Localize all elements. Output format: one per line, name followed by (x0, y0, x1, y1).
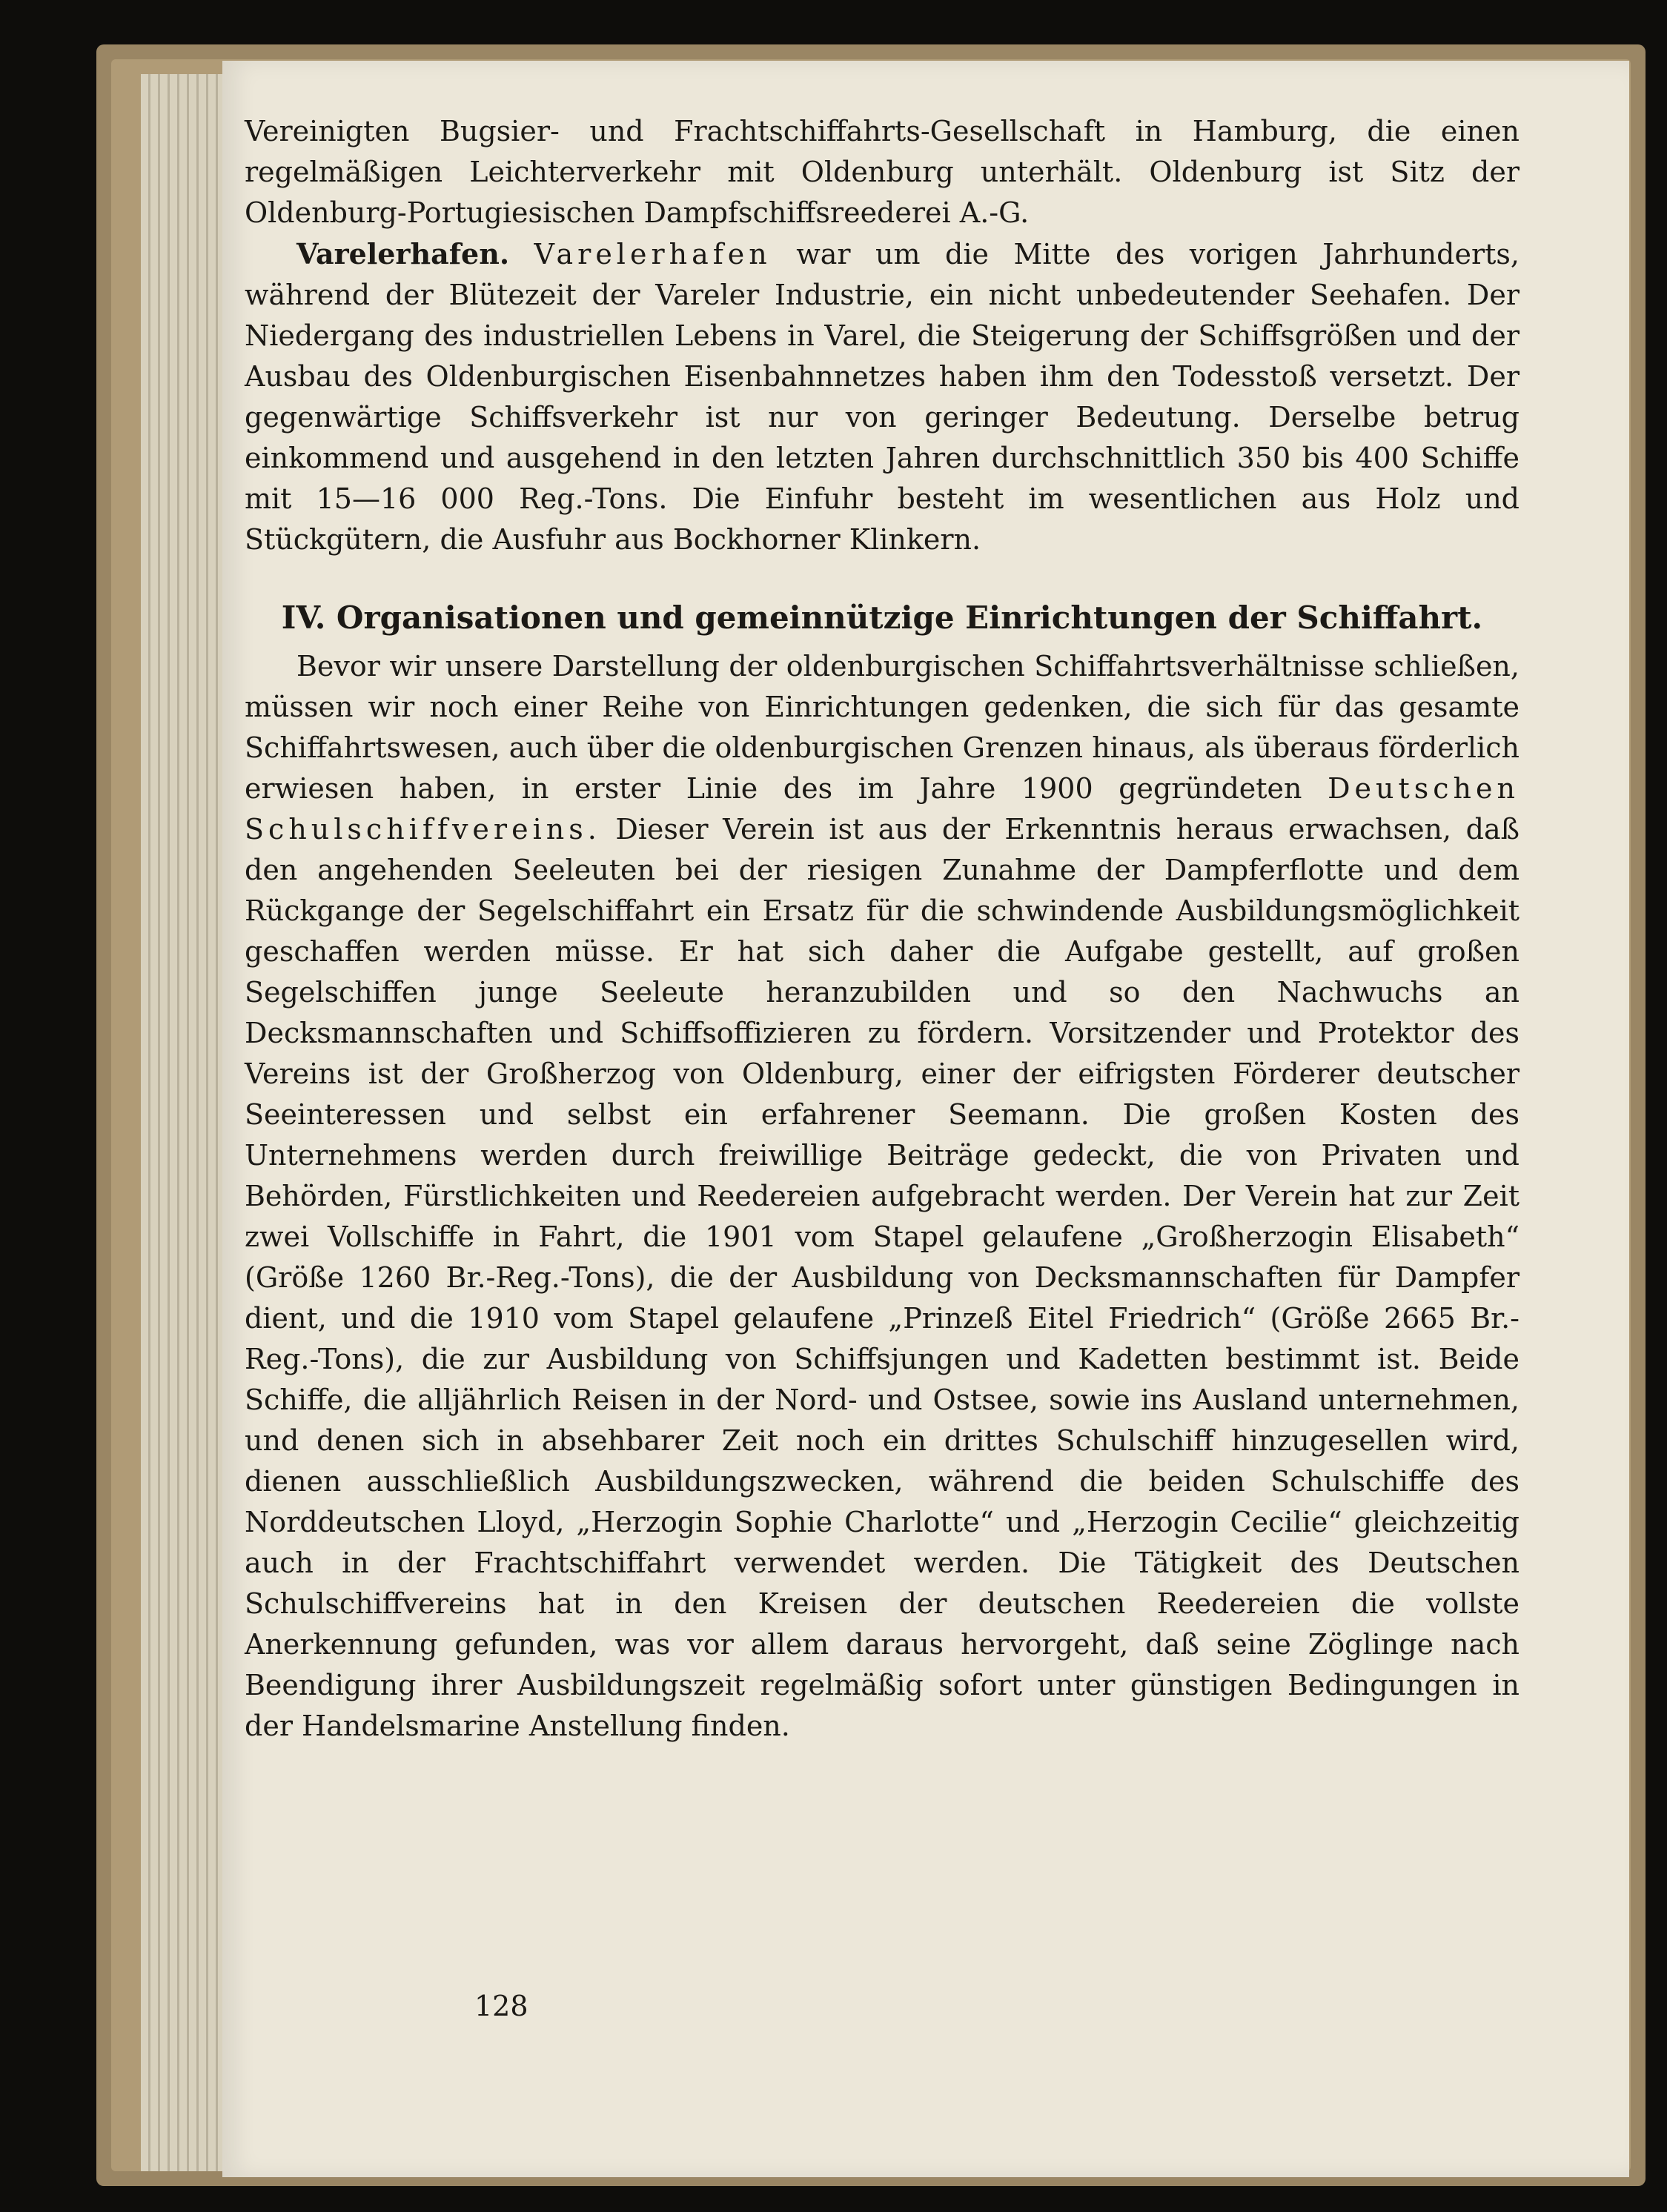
page-number: 128 (474, 1990, 528, 2022)
paragraph-continuation (245, 111, 1519, 233)
paragraph-2-text: war um die Mitte des vorigen Jahrhunderts, während der Blütezeit der Vareler Industrie, ein nicht unbedeutender Seehafen. Der Niedergang des industriellen Lebens in Varel, die Steigerung der Schiffsgrößen und der Ausbau des Oldenburgischen Eisenbahnnetzes haben ihm den Todesstoß versetzt. Der gegenwärtige Schiffsverkehr ist nur von geringer Bedeutung. Derselbe betrug einkommend und ausgehend in den letzten Jahren durchschnittlich 350 bis 400 Schiffe mit 15—16 000 Reg.-Tons. Die Einfuhr besteht im wesentlichen aus Holz und Stückgütern, die Ausfuhr aus Bockhorner Klinkern. (245, 238, 1519, 556)
paragraph-1-text: Vereinigten Bugsier- und Frachtschiffahrts-Gesellschaft in Hamburg, die einen regelmäßigen Leichterverkehr mit Oldenburg unterhält. Oldenburg ist Sitz der Oldenburg-Portugiesischen Dampfschiffsreederei A.-G. (245, 115, 1519, 229)
paragraph-varelerhafen (245, 233, 1519, 560)
paragraph-3-text-b: Dieser Verein ist aus der Erkenntnis heraus erwachsen, daß den angehenden Seeleuten bei der riesigen Zunahme der Dampferflotte und dem Rückgange der Segelschiffahrt ein Ersatz für die schwindende Ausbildungsmöglichkeit geschaffen werden müsse. Er hat sich daher die Aufgabe gestellt, auf großen Segelschiffen junge Seeleute heranzubilden und so den Nachwuchs an Decksmannschaften und Schiffsoffizieren zu fördern. Vorsitzender und Protektor des Vereins ist der Großherzog von Oldenburg, einer der eifrigsten Förderer deutscher Seeinteressen und selbst ein erfahrener Seemann. Die großen Kosten des Unternehmens werden durch freiwillige Beiträge gedeckt, die von Privaten und Behörden, Fürstlichkeiten und Reedereien aufgebracht werden. Der Verein hat zur Zeit zwei Vollschiffe in Fahrt, die 1901 vom Stapel gelaufene „Großherzogin Elisabeth“ (Größe 1260 Br.-Reg.-Tons), die der Ausbildung von Decksmannschaften für Dampfer dient, und die 1910 vom Stapel gelaufene „Prinzeß Eitel Friedrich“ (Größe 2665 Br.-Reg.-Tons), die zur Ausbildung von Schiffsjungen und Kadetten bestimmt ist. Beide Schiffe, die alljährlich Reisen in der Nord- und Ostsee, sowie ins Ausland unternehmen, und denen sich in absehbarer Zeit noch ein drittes Schulschiff hinzugesellen wird, dienen ausschließlich Ausbildungszwecken, während die beiden Schulschiffe des Norddeutschen Lloyd, „Herzogin Sophie Charlotte“ und „Herzogin Cecilie“ gleichzeitig auch in der Frachtschiffahrt verwendet werden. Die Tätigkeit des Deutschen Schulschiffvereins hat in den Kreisen der deutschen Reedereien die vollste Anerkennung gefunden, was vor allem daraus hervorgeht, daß seine Zöglinge nach Beendigung ihrer Ausbildungszeit regelmäßig sofort unter günstigen Bedingungen in der Handelsmarine Anstellung finden. (245, 813, 1519, 1742)
spaced-term: Varelerhafen (534, 238, 772, 270)
spaced-organization: Deutschen Schulschiffvereins. (245, 772, 1519, 846)
page-text (245, 111, 1519, 1747)
runin-heading: Varelerhafen. (296, 237, 510, 270)
paragraph-schulschiffverein (245, 646, 1519, 1747)
paragraph-3-text-a: Bevor wir unsere Darstellung der oldenburgischen Schiffahrtsverhältnisse schließen, müssen wir noch einer Reihe von Einrichtungen gedenken, die sich für das gesamte Schiffahrtswesen, auch über die oldenburgischen Grenzen hinaus, als überaus förderlich erwiesen haben, in erster Linie des im Jahre 1900 gegründeten (245, 650, 1519, 805)
section-heading: IV. Organisationen und gemeinnützige Einrichtungen der Schiffahrt. (281, 600, 1483, 636)
